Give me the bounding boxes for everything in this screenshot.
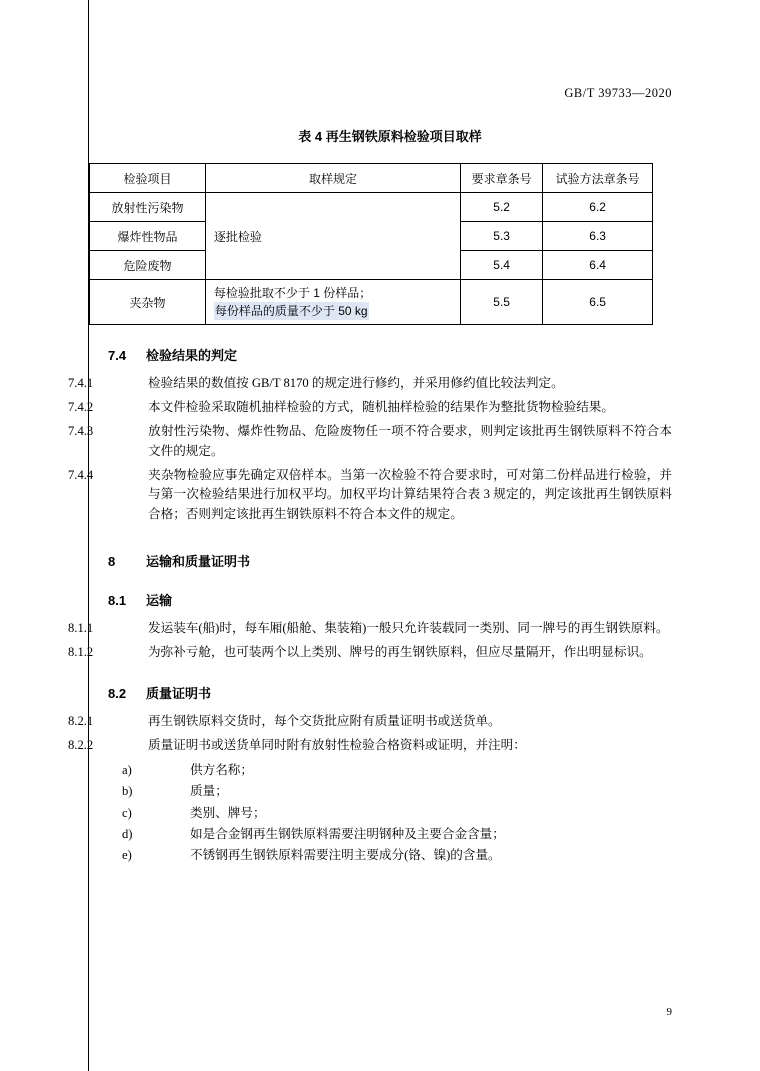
cell-requirement: 5.2: [461, 193, 543, 222]
cell-requirement: 5.3: [461, 222, 543, 251]
cell-method: 6.5: [543, 280, 653, 325]
table-header-requirement: 要求章条号: [461, 164, 543, 193]
page-header-standard-code: GB/T 39733—2020: [564, 86, 672, 100]
list-marker: c): [122, 805, 132, 820]
cell-rule-inclusions: [205, 280, 460, 325]
section-number: 8: [108, 554, 116, 570]
list-text: 供方名称；: [190, 762, 253, 777]
list-marker: a): [122, 762, 132, 777]
list-marker: b): [122, 784, 133, 799]
paragraph-label: 7.4.1: [68, 376, 94, 390]
paragraph-text: 夹杂物检验应事先确定双倍样本。当第一次检验不符合要求时，可对第二份样品进行检验，并与第一次检验结果进行加权平均。加权平均计算结果符合表 3 规定的，判定该批再生钢铁原料合格；否则判定该批再生钢铁原料不符合本文件的规定。: [148, 467, 672, 522]
paragraph-text: 发运装车(船)时，每车厢(船舱、集装箱)一般只允许装载同一类别、同一牌号的再生钢铁原料。: [148, 621, 669, 636]
page-content: [68, 0, 672, 867]
section-number: 8.1: [108, 593, 127, 609]
page-number: 9: [666, 1006, 672, 1018]
paragraph-7-4-3: [68, 422, 672, 462]
cell-requirement: 5.4: [461, 251, 543, 280]
list-text: 类别、牌号；: [190, 805, 266, 820]
cell-rule-line2: [214, 302, 454, 320]
cell-item: 爆炸性物品: [90, 222, 206, 251]
cell-item: 夹杂物: [90, 280, 206, 325]
section-number: 8.2: [108, 686, 127, 702]
table-header-method: 试验方法章条号: [543, 164, 653, 193]
table-header-item: 检验项目: [90, 164, 206, 193]
paragraph-label: 7.4.2: [68, 399, 94, 414]
list-text: 如是合金钢再生钢铁原料需要注明钢种及主要合金含量；: [190, 826, 505, 841]
list-item: [122, 760, 672, 780]
cell-method: 6.3: [543, 222, 653, 251]
paragraph-text: 检验结果的数值按 GB/T 8170 的规定进行修约，并采用修约值比较法判定。: [148, 376, 564, 390]
paragraph-text: 再生钢铁原料交货时，每个交货批应附有质量证明书或送货单。: [148, 714, 501, 729]
section-heading-8-1: [108, 590, 672, 609]
list-item: [122, 824, 672, 844]
paragraph-label: 7.4.4: [68, 467, 94, 482]
section-title: 质量证明书: [146, 686, 212, 702]
cell-item: 放射性污染物: [90, 193, 206, 222]
paragraph-label: 8.2.2: [68, 737, 94, 752]
cell-rule-line2-text: 每份样品的质量不少于 50 kg: [214, 304, 368, 318]
paragraph-text: 放射性污染物、爆炸性物品、危险废物任一项不符合要求，则判定该批再生钢铁原料不符合本文件的规定。: [148, 423, 672, 458]
section-number: 7.4: [108, 348, 127, 363]
section-title: 运输和质量证明书: [146, 554, 251, 570]
paragraph-label: 7.4.3: [68, 423, 94, 438]
sampling-table: [89, 163, 653, 325]
paragraph-label: 8.1.1: [68, 621, 94, 636]
paragraph-text: 为弥补亏舱，也可装两个以上类别、牌号的再生钢铁原料，但应尽量隔开，作出明显标识。: [148, 645, 652, 660]
cell-requirement: 5.5: [461, 280, 543, 325]
paragraph-8-1-2: [68, 643, 672, 663]
section-heading-8-2: [108, 683, 672, 702]
left-margin-rule: [88, 0, 89, 1071]
paragraph-8-1-1: [68, 619, 672, 639]
list-item: [122, 803, 672, 823]
paragraph-8-2-1: [68, 712, 672, 732]
paragraph-label: 8.1.2: [68, 645, 94, 660]
table-caption: 表 4 再生钢铁原料检验项目取样: [298, 129, 482, 144]
table-row: [90, 193, 653, 222]
paragraph-8-2-2: [68, 736, 672, 756]
list-item: [122, 781, 672, 801]
table-row: [90, 280, 653, 325]
list-text: 质量；: [190, 784, 228, 799]
cell-method: 6.2: [543, 193, 653, 222]
section-heading-8: [108, 551, 672, 570]
list-text: 不锈钢再生钢铁原料需要注明主要成分(铬、镍)的含量。: [190, 848, 501, 863]
section-title: 运输: [146, 593, 173, 609]
cell-rule-batch: 逐批检验: [205, 193, 460, 280]
list-marker: d): [122, 826, 133, 841]
list-marker: e): [122, 848, 132, 863]
table-header-row: [90, 164, 653, 193]
lettered-list: [108, 760, 672, 866]
paragraph-7-4-4: [68, 466, 672, 526]
section-title: 检验结果的判定: [146, 348, 238, 363]
section-heading-7-4: [108, 345, 672, 364]
paragraph-text: 质量证明书或送货单同时附有放射性检验合格资料或证明，并注明：: [148, 737, 526, 752]
paragraph-text: 本文件检验采取随机抽样检验的方式，随机抽样检验的结果作为整批货物检验结果。: [148, 399, 614, 414]
cell-rule-line1: 每检验批取不少于 1 份样品；: [213, 286, 372, 300]
cell-method: 6.4: [543, 251, 653, 280]
table-header-rule: 取样规定: [205, 164, 460, 193]
cell-item: 危险废物: [90, 251, 206, 280]
paragraph-7-4-2: [68, 398, 672, 418]
list-item: [122, 845, 672, 865]
paragraph-label: 8.2.1: [68, 714, 94, 729]
paragraph-7-4-1: [68, 374, 672, 394]
